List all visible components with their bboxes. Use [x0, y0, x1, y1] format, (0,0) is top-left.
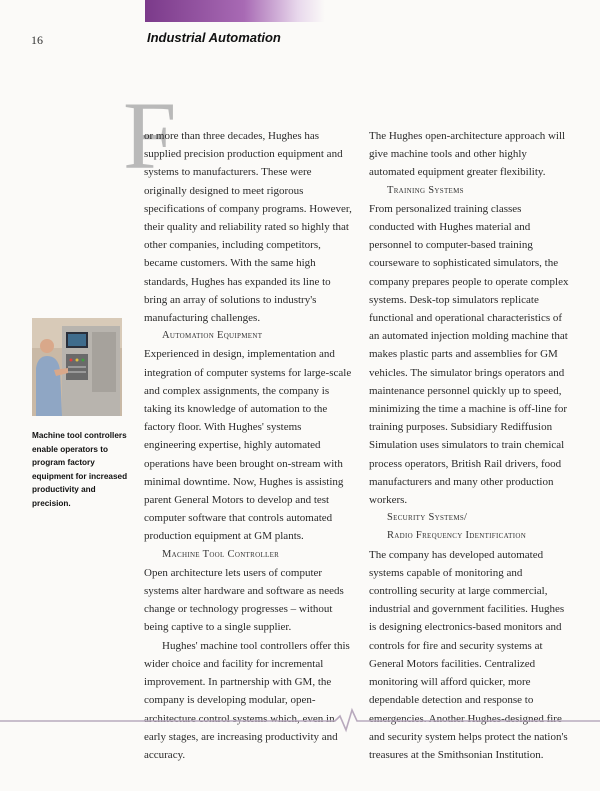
open-architecture-paragraph: Open architecture lets users of computer systems alter hardware and software as needs change or technology progresses – without being captive to a single supplier.	[144, 566, 344, 634]
drop-cap: F	[123, 82, 177, 189]
automation-equipment-paragraph: Experienced in design, implementation and integration of computer systems for large-scale and complex assignments, the company is taking its knowledge of automation to the factory floor. With Hughes' systems engineering expertise, highly automated operations have been brought on-stream with minimal downtime. Now, Hughes is assisting parent General Motors to develop and test computer software that controls automated production equipment at GM plants.	[144, 348, 352, 543]
page-number: 16	[31, 33, 43, 47]
training-systems-paragraph: From personalized training classes conducted with Hughes material and personnel to computer-based training courseware to sophisticated simulators, the company prepares people to operate complex systems. Desk-top simulators replicate functional and operational characteristics of an automated injection molding machine that makes plastic parts and assemblies for GM vehicles. The simulator brings operators and maintenance personnel quickly up to speed, minimizing the time a machine is off-line for training purposes. Subsidiary Rediffusion Simulation uses simulators to train chemical process operators, British Rail drivers, food manufacturers and many other production workers.	[369, 202, 569, 507]
right-text-column	[369, 127, 569, 764]
open-architecture-approach-paragraph: The Hughes open-architecture approach will give machine tools and other highly automated equipment greater flexibility.	[369, 130, 566, 179]
heading-security-systems: Security Systems/	[387, 512, 468, 524]
header-color-band	[145, 0, 325, 22]
photo-caption: Machine tool controllers enable operators to program factory equipment for increased productivity and precision.	[32, 431, 128, 508]
heading-training-systems: Training Systems	[387, 184, 464, 196]
machine-operator-photo	[32, 318, 122, 416]
intro-paragraph: or more than three decades, Hughes has supplied precision production equipment and systems to manufacturers. These were originally designed to meet rigorous specifications of company programs. However, their quality and reliability rated so highly that other companies, including competitors, became customers. With the same high standards, Hughes has expanded its line to bring an array of solutions to industry's manufacturing challenges.	[144, 130, 352, 325]
heading-machine-tool-controller: Machine Tool Controller	[162, 548, 280, 560]
heading-automation-equipment: Automation Equipment	[162, 330, 263, 342]
bottom-pulse-line	[0, 706, 600, 736]
machine-tool-controllers-paragraph: Hughes' machine tool controllers offer this wider choice and facility for incremental improvement. In partnership with GM, the company is developing modular, open-architecture control systems which, even in early stages, are increasing productivity and accuracy.	[144, 639, 350, 761]
section-title: Industrial Automation	[147, 30, 281, 45]
security-systems-paragraph: The company has developed automated systems capable of monitoring and controlling security at large commercial, industrial and government facilities. Hughes is designing electronics-based monitors and controls for fire and security systems at General Motors facilities. Centralized monitoring will afford quicker, more dependable detection and response to emergencies. Another Hughes-designed fire and security system helps protect the nation's treasures at the Smithsonian Institution.	[369, 548, 568, 761]
heading-radio-frequency-identification: Radio Frequency Identification	[387, 530, 527, 542]
left-text-column	[144, 127, 354, 764]
